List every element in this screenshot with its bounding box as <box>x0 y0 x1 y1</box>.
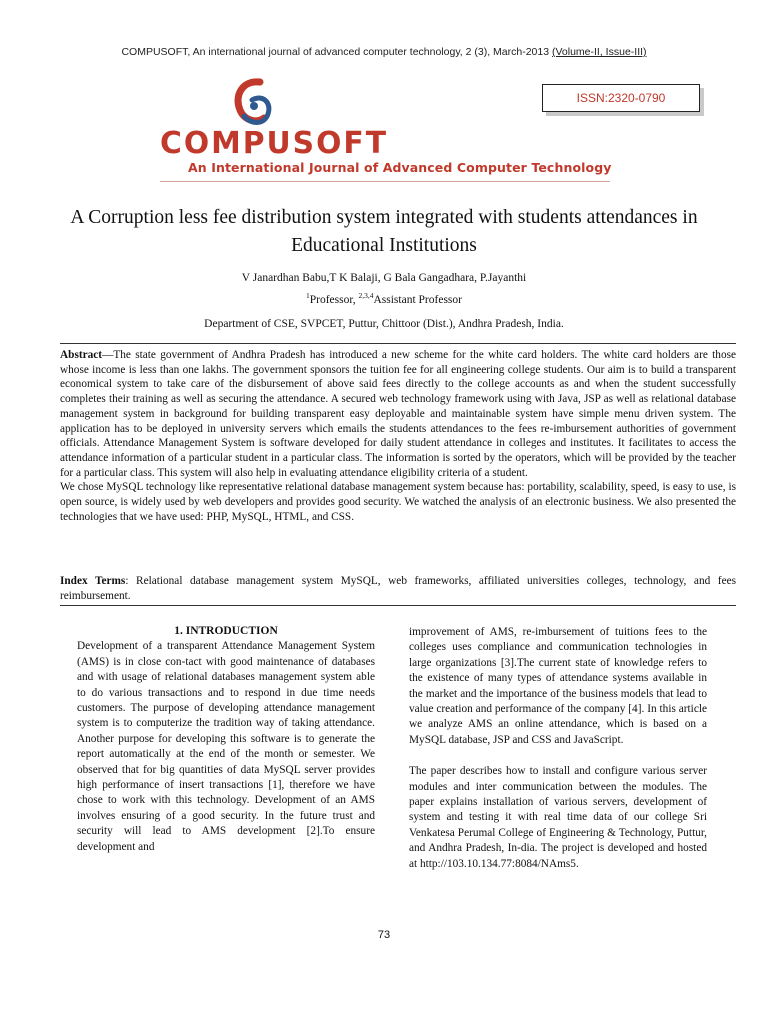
logo-tagline: An International Journal of Advanced Computer Technology <box>188 160 612 175</box>
abstract-text-1: —The state government of Andhra Pradesh has introduced a new scheme for the white card holders. The white card holders are those whose income is less than one lakhs. The government sponsors the tuition fee for all engineering college students. Our aim is to build a transparent economical system to take care of the disbursement of above said fees directly to the college accounts as and when the student successfully completes their training as well as securing the attendance. A secured web technology framework using with Java, JSP as well as relational database management system in background for building transparent easy deployable and maintainable system have simple menu driven system. The application has to be deployed in university servers which emails the students attendances to the fees re-imbursement authorities of government officials. Attendance Management System is software developed for daily student attendance in colleges and institutes. It facilitates to access the attendance information of a particular student in a particular class. The information is sorted by the operators, which will be provided by the teacher for a particular class. This system will also help in evaluating attendance eligibility criteria of a student. <box>60 349 736 479</box>
author-roles <box>0 291 768 306</box>
page-number: 73 <box>377 929 391 941</box>
index-terms-text: : Relational database management system MySQL, web frameworks, affiliated universities colleges, technology, and fees reimbursement. <box>60 575 736 602</box>
index-terms <box>60 574 736 603</box>
intro-paragraph-right-2: The paper describes how to install and configure various server modules and inter communication between the modules. The paper explains installation of various servers, development of system and testing it with real time data of our college Sri Venkatesa Perumal College of Engineering & Technology, Puttur, and Andhra Pradesh, In-dia. The project is developed and hosted at http://103.10.134.77:8084/NAms5. <box>409 765 707 870</box>
abstract-paragraph-1 <box>60 348 736 480</box>
paper-authors: V Janardhan Babu,T K Balaji, G Bala Gangadhara, P.Jayanthi <box>241 272 527 284</box>
journal-line: COMPUSOFT, An international journal of advanced computer technology, 2 (3), March-2013 <box>121 46 552 58</box>
volume-issue: (Volume-II, Issue-III) <box>552 46 647 58</box>
journal-header <box>0 46 768 58</box>
paper-department: Department of CSE, SVPCET, Puttur, Chittoor (Dist.), Andhra Pradesh, India. <box>204 318 564 330</box>
abstract-paragraph-2: We chose MySQL technology like representative relational database management system because has: portability, scalability, speed, is easy to use, is open source, is widely used by web developers and provides good security. We watched the analysis of an electronic business. We also presented the technologies that we have used: PHP, MySQL, HTML, and CSS. <box>60 481 736 523</box>
paper-title: A Corruption less fee distribution system integrated with students attendances in Educational Institutions <box>70 207 698 256</box>
compusoft-wordmark <box>160 125 390 159</box>
logo-divider <box>160 181 610 182</box>
abstract <box>60 348 736 524</box>
wordmark-text: COMPUSOFT <box>160 126 388 159</box>
role-sup-2: 2,3,4 <box>358 291 374 300</box>
abstract-label: Abstract <box>60 349 103 361</box>
abstract-bottom-rule <box>60 605 736 606</box>
right-column <box>409 625 707 872</box>
role-sup-1: 1 <box>306 291 310 300</box>
issn-box <box>542 84 700 112</box>
left-column <box>77 624 375 855</box>
intro-paragraph-right-1: improvement of AMS, re-imbursement of tuitions fees to the colleges uses compliance and communication technologies in large organizations [3].The current state of knowledge refers to the existence of many types of attendance systems available in the market and the importance of the business models that lead to value creation and performance of the company [4]. In this article we analyze AMS an online attendance, which is based on a MySQL database, JSP and CSS and JavaScript. <box>409 626 707 746</box>
issn-text: ISSN:2320-0790 <box>576 91 666 105</box>
role-2: Assistant Professor <box>373 294 462 306</box>
role-1: Professor, <box>309 294 359 306</box>
abstract-top-rule <box>60 343 736 344</box>
section-heading-introduction: 1. INTRODUCTION <box>174 625 278 637</box>
compusoft-logo-icon <box>230 76 274 132</box>
intro-paragraph-left: Development of a transparent Attendance Management System (AMS) is in close con-tact with good maintenance of databases and with usage of relational databases management system able to do various transactions and to respond in due time needs customers. The purpose of developing attendance management system is to computerize the tradition way of taking attendance. Another purpose for developing this software is to generate the report automatically at the end of the month or semester. We observed that for big quantities of data MySQL server provides high performance of insert transactions [1], therefore we have chose to work with this technology. Development of an AMS involves ensuring of a good security. In the future trust and security will lead to AMS development [2].To ensure development and <box>77 640 375 853</box>
index-terms-label: Index Terms <box>60 575 126 587</box>
